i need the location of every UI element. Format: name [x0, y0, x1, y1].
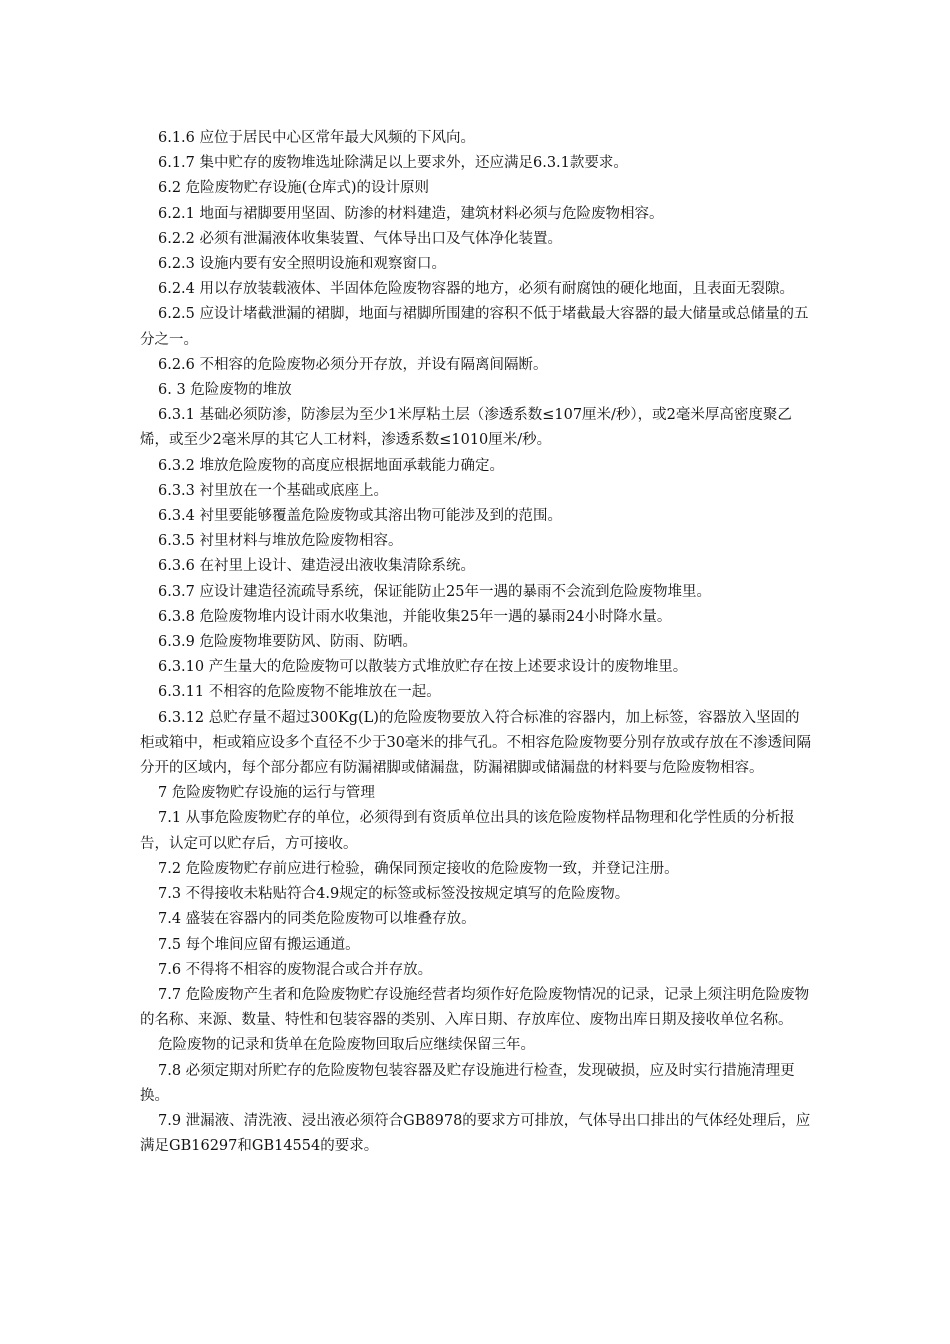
- paragraph-6-3-11: 6.3.11 不相容的危险废物不能堆放在一起。: [158, 684, 441, 701]
- paragraph-record-retention: 危险废物的记录和货单在危险废物回取后应继续保留三年。: [158, 1037, 535, 1054]
- document-body: [140, 126, 812, 1159]
- paragraph-6-2-1: 6.2.1 地面与裙脚要用坚固、防渗的材料建造，建筑材料必须与危险废物相容。: [158, 205, 664, 222]
- paragraph-7-4: 7.4 盛装在容器内的同类危险废物可以堆叠存放。: [158, 911, 476, 928]
- paragraph-6-3-7: 6.3.7 应设计建造径流疏导系统，保证能防止25年一遇的暴雨不会流到危险废物堆里。: [158, 583, 711, 600]
- paragraph-7-1: 7.1 从事危险废物贮存的单位，必须得到有资质单位出具的该危险废物样品物理和化学性质的分析报告，认定可以贮存后，方可接收。: [140, 810, 795, 852]
- paragraph-6-3-5: 6.3.5 衬里材料与堆放危险废物相容。: [158, 533, 403, 550]
- paragraph-7-3: 7.3 不得接收未粘贴符合4.9规定的标签或标签没按规定填写的危险废物。: [158, 886, 630, 903]
- paragraph-7-7: 7.7 危险废物产生者和危险废物贮存设施经营者均须作好危险废物情况的记录，记录上须注明危险废物的名称、来源、数量、特性和包装容器的类别、入库日期、存放库位、废物出库日期及接收单位名称。: [140, 986, 810, 1029]
- section-heading-6-3: 6. 3 危险废物的堆放: [158, 382, 292, 399]
- paragraph-6-2-2: 6.2.2 必须有泄漏液体收集装置、气体导出口及气体净化装置。: [158, 230, 563, 247]
- paragraph-6-3-4: 6.3.4 衬里要能够覆盖危险废物或其溶出物可能涉及到的范围。: [158, 508, 563, 525]
- paragraph-6-3-10: 6.3.10 产生量大的危险废物可以散装方式堆放贮存在按上述要求设计的废物堆里。: [158, 659, 688, 676]
- paragraph-7-2: 7.2 危险废物贮存前应进行检验，确保同预定接收的危险废物一致，并登记注册。: [158, 860, 679, 877]
- paragraph-6-3-8: 6.3.8 危险废物堆内设计雨水收集池，并能收集25年一遇的暴雨24小时降水量。: [158, 608, 672, 625]
- paragraph-6-3-3: 6.3.3 衬里放在一个基础或底座上。: [158, 482, 389, 499]
- paragraph-6-1-6: 6.1.6 应位于居民中心区常年最大风频的下风向。: [158, 130, 476, 146]
- paragraph-6-3-6: 6.3.6 在衬里上设计、建造浸出液收集清除系统。: [158, 558, 476, 575]
- paragraph-6-2-6: 6.2.6 不相容的危险废物必须分开存放，并设有隔离间隔断。: [158, 356, 548, 373]
- paragraph-7-6: 7.6 不得将不相容的废物混合或合并存放。: [158, 961, 433, 978]
- paragraph-6-2-4: 6.2.4 用以存放装载液体、半固体危险废物容器的地方，必须有耐腐蚀的硬化地面，且表面无裂隙。: [158, 281, 794, 298]
- paragraph-6-2-5: 6.2.5 应设计堵截泄漏的裙脚，地面与裙脚所围建的容积不低于堵截最大容器的最大储量或总储量的五分之一。: [140, 306, 809, 348]
- section-heading-7: 7 危险废物贮存设施的运行与管理: [158, 785, 375, 802]
- paragraph-6-3-12: 6.3.12 总贮存量不超过300Kg(L)的危险废物要放入符合标准的容器内，加上标签，容器放入坚固的柜或箱中，柜或箱应设多个直径不少于30毫米的排气孔。不相容危险废物要分别存放或存放在不渗透间隔分开的区域内，每个部分都应有防漏裙脚或储漏盘，防漏裙脚或储漏盘的材料要与危险废物相容。: [140, 709, 811, 777]
- paragraph-6-1-7: 6.1.7 集中贮存的废物堆选址除满足以上要求外，还应满足6.3.1款要求。: [158, 155, 628, 172]
- paragraph-6-3-2: 6.3.2 堆放危险废物的高度应根据地面承载能力确定。: [158, 457, 505, 474]
- paragraph-6-3-9: 6.3.9 危险废物堆要防风、防雨、防晒。: [158, 634, 418, 651]
- paragraph-7-5: 7.5 每个堆间应留有搬运通道。: [158, 936, 360, 953]
- section-heading-6-2: 6.2 危险废物贮存设施(仓库式)的设计原则: [158, 180, 429, 197]
- paragraph-7-9: 7.9 泄漏液、清洗液、浸出液必须符合GB8978的要求方可排放，气体导出口排出的气体经处理后，应满足GB16297和GB14554的要求。: [140, 1112, 811, 1155]
- paragraph-6-2-3: 6.2.3 设施内要有安全照明设施和观察窗口。: [158, 256, 447, 273]
- paragraph-6-3-1: 6.3.1 基础必须防渗，防渗层为至少1米厚粘土层（渗透系数≤107厘米/秒），或2毫米厚高密度聚乙烯，或至少2毫米厚的其它人工材料，渗透系数≤1010厘米/秒。: [140, 407, 792, 449]
- paragraph-7-8: 7.8 必须定期对所贮存的危险废物包装容器及贮存设施进行检查，发现破损，应及时实行措施清理更换。: [140, 1062, 795, 1104]
